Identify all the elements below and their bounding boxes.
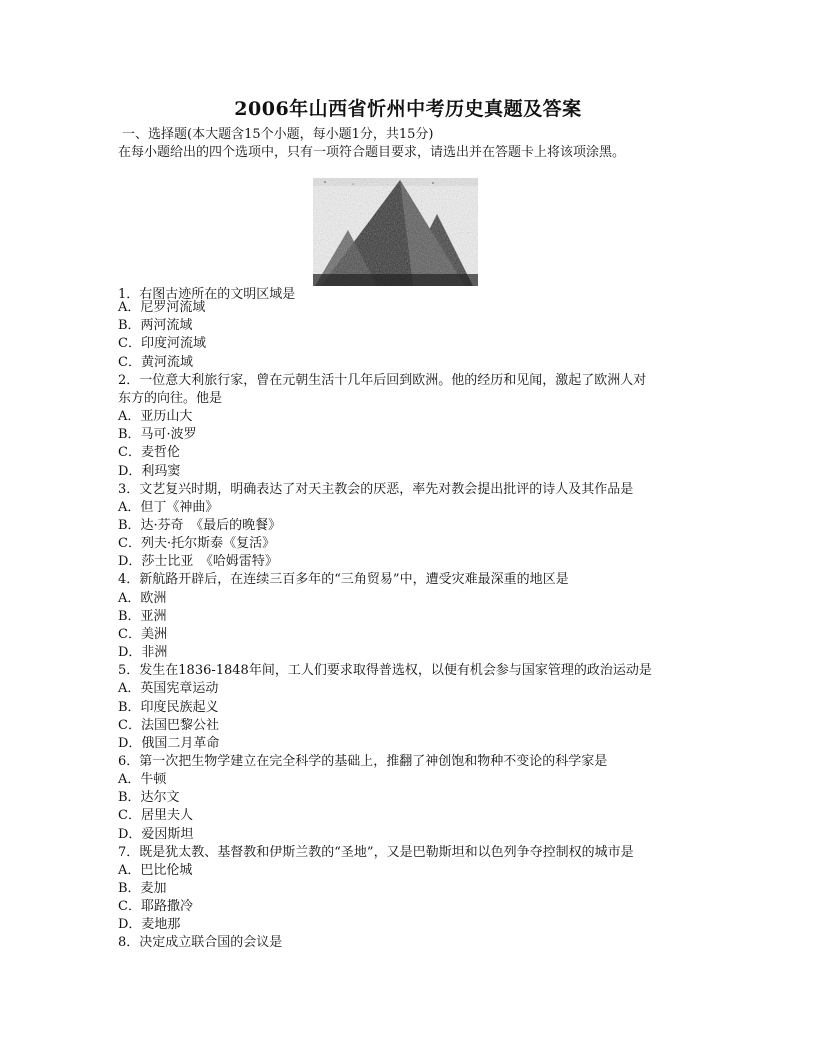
answer-option: C．黄河流域 [118,354,193,370]
section-instruction: 在每小题给出的四个选项中，只有一项符合题目要求，请选出并在答题卡上将该项涂黑。 [118,145,626,160]
answer-option: B．印度民族起义 [118,699,219,715]
answer-option: A．英国宪章运动 [118,681,219,697]
answer-option: A．但丁《神曲》 [118,499,219,515]
answer-option: A．欧洲 [118,590,167,606]
answer-option: A．尼罗河流域 [118,300,206,316]
question-stem: 6．第一次把生物学建立在完全科学的基础上，推翻了神创饱和物种不变论的科学家是 [118,753,608,769]
answer-option: D．非洲 [118,645,168,660]
question-stem: 8．决定成立联合国的会议是 [118,935,283,951]
answer-option: A．牛顿 [118,772,167,787]
question-stem: 7．既是犹太教、基督教和伊斯兰教的“圣地”，又是巴勒斯坦和以色列争夺控制权的城市是 [118,844,634,860]
answer-option: A．亚历山大 [118,409,193,424]
ground [313,274,478,286]
section-header: 一、选择题(本大题含15个小题，每小题1分，共15分) [122,127,434,142]
question-stem: 2．一位意大利旅行家，曾在元朝生活十几年后回到欧洲。他的经历和见闻，激起了欧洲人对 [118,372,647,388]
answer-option: C．法国巴黎公社 [118,717,219,733]
answer-option: A．巴比伦城 [118,862,193,878]
question-stem: 5．发生在1836-1848年间，工人们要求取得普选权，以便有机会参与国家管理的政治运动是 [118,663,652,679]
page-title: 2006年山西省忻州中考历史真题及答案 [234,98,582,120]
answer-option: C．印度河流域 [118,336,206,352]
answer-option: C．耶路撒冷 [118,899,193,915]
pyramids-photo [313,178,478,286]
answer-option: B．麦加 [118,880,167,896]
question-stem: 东方的向往。他是 [118,390,223,406]
answer-option: D．俄国二月革命 [118,735,220,751]
answer-option: C．麦哲伦 [118,445,180,461]
answer-option: C．居里夫人 [118,808,193,824]
question-stem: 1．右图古迹所在的文明区域是 [118,287,296,302]
answer-option: B．达尔文 [118,790,180,806]
answer-option: C．美洲 [118,626,167,642]
answer-option: B．马可·波罗 [118,427,197,443]
answer-option: D．莎士比亚 《哈姆雷特》 [118,554,278,570]
answer-option: B．亚洲 [118,608,167,624]
answer-option: D．利玛窦 [118,463,181,479]
answer-option: B．两河流域 [118,318,193,334]
answer-option: C．列夫·托尔斯泰《复活》 [118,536,276,552]
question-stem: 4．新航路开辟后，在连续三百多年的“三角贸易”中，遭受灾难最深重的地区是 [118,572,569,588]
question-stem: 3．文艺复兴时期，明确表达了对天主教会的厌恶，率先对教会提出批评的诗人及其作品是 [118,481,634,497]
answer-option: D．麦地那 [118,917,181,933]
answer-option: B．达·芬奇 《最后的晚餐》 [118,518,282,533]
answer-option: D．爱因斯坦 [118,826,194,842]
